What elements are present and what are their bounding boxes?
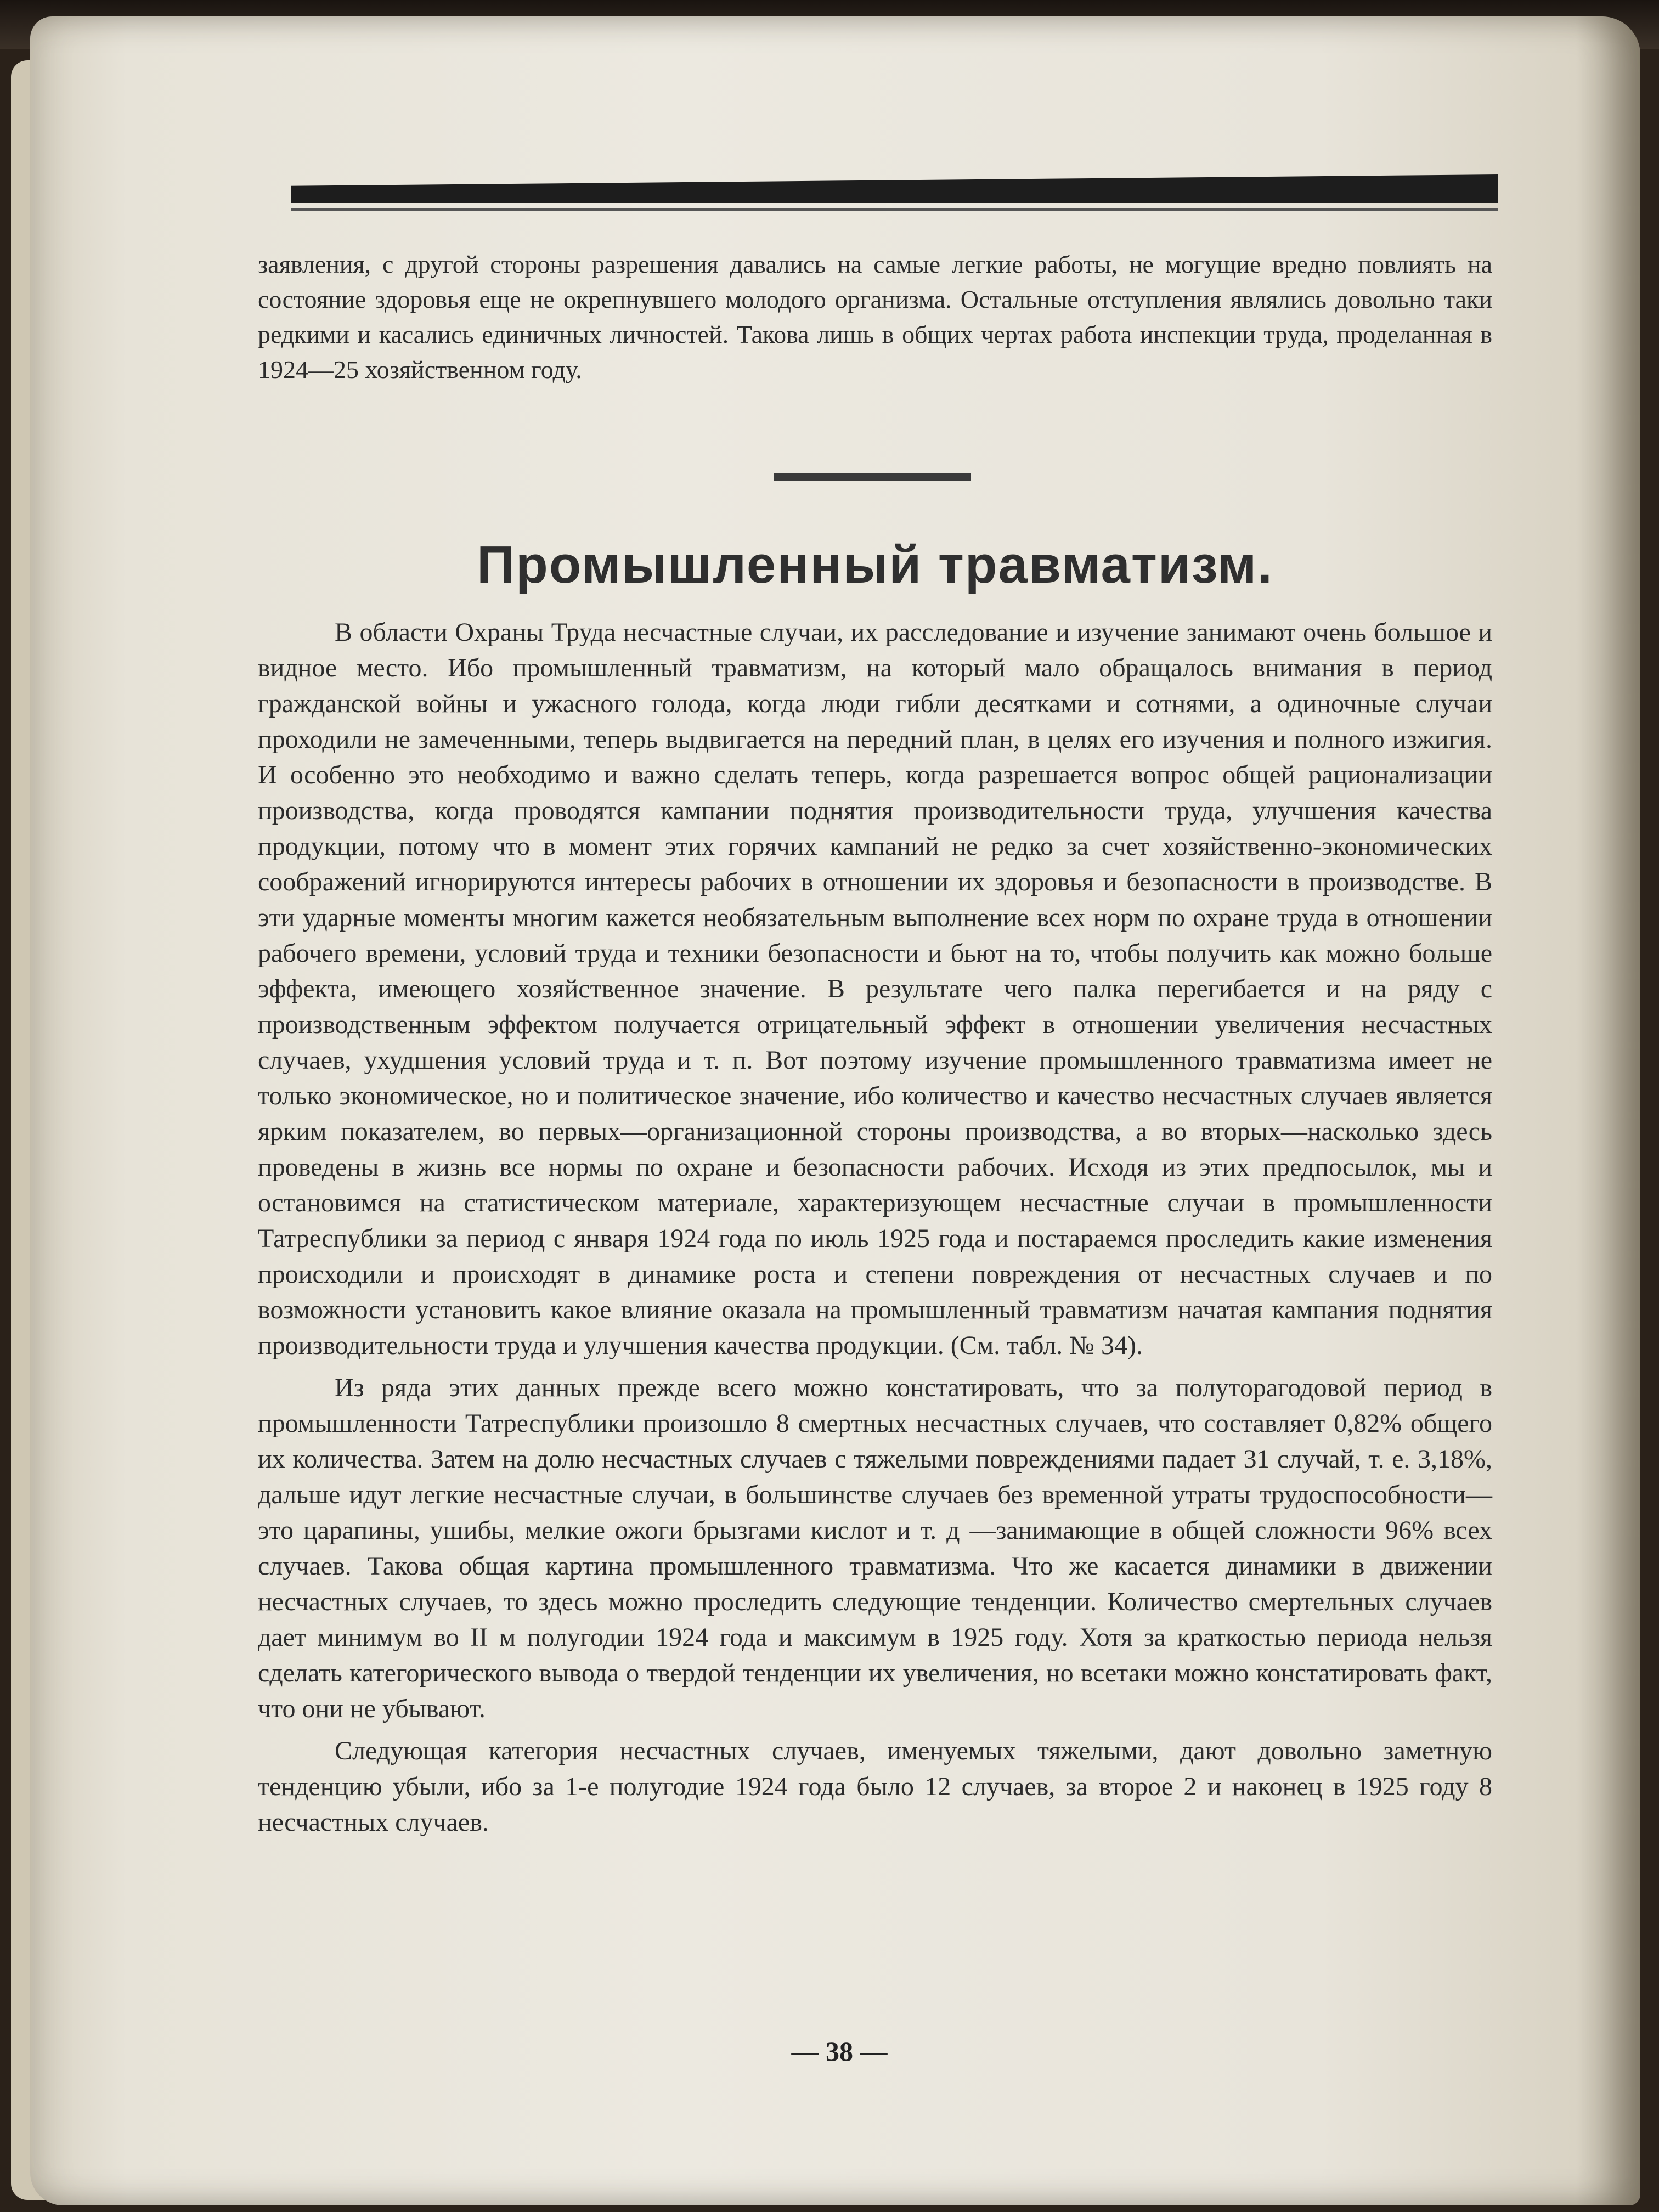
paragraph-3: Следующая категория несчастных случаев, именуемых тяжелыми, дают довольно заметную тенденцию убыли, ибо за 1-е полугодие 1924 года было 12 случаев, за второе 2 и наконец в 1925 году 8 несчастных случаев.: [258, 1736, 1492, 1837]
paragraph-2: Из ряда этих данных прежде всего можно констатировать, что за полуторагодовой период в промышленности Татреспублики произошло 8 смертных несчастных случаев, что составляет 0,82% общего их количества. Затем на долю несчастных случаев с тяжелыми повреждениями падает 31 случай, т. е. 3,18%, дальше идут легкие несчастные случаи, в большинстве случаев без временной утраты трудоспособности—это царапины, ушибы, мелкие ожоги брызгами кислот и т. д —занимающие в общей сложности 96% всех случаев. Такова общая картина промышленного травматизма. Что же касается динамики в движении несчастных случаев, то здесь можно проследить следующие тенденции. Количество смертельных случаев дает минимум во II м полугодии 1924 года и максимум в 1925 году. Хотя за краткостью периода нельзя сделать категорического вывода о твердой тенденции их увеличения, но всетаки можно констатировать факт, что они не убывают.: [258, 1373, 1492, 1723]
page-number: — 38 —: [791, 2036, 888, 2067]
intro-text: заявления, с другой стороны разрешения давались на самые легкие работы, не могущие вредно повлиять на состояние здоровья еще не окрепнувшего молодого организма. Остальные отступления являлись довольно таки редкими и касались единичных личностей. Такова лишь в общих чертах работа инспекции труда, проделанная в 1924—25 хозяйственном году.: [258, 250, 1492, 383]
section-divider: [774, 473, 971, 481]
body-text: [258, 614, 1492, 1847]
header-thin-rule: [291, 208, 1498, 211]
section-title: Промышленный травматизм.: [477, 535, 1273, 594]
paragraph-1: В области Охраны Труда несчастные случаи, их расследование и изучение занимают очень большое и видное место. Ибо промышленный травматизм, на который мало обращалось внимания в период гражданской войны и ужасного голода, когда люди гибли десятками и сотнями, а одиночные случаи проходили не замеченными, теперь выдвигается на передний план, в целях его изучения и полного изжигия. И особенно это необходимо и важно сделать теперь, когда разрешается вопрос общей рационализации производства, когда проводятся кампании поднятия производительности труда, улучшения качества продукции, потому что в момент этих горячих кампаний не редко за счет хозяйственно-экономических соображений игнорируются интересы рабочих в отношении их здоровья и безопасности в производстве. В эти ударные моменты многим кажется необязательным выполнение всех норм по охране труда в отношении рабочего времени, условий труда и техники безопасности и бьют на то, чтобы получить как можно больше эффекта, имеющего хозяйственное значение. В результате чего палка перегибается и на ряду с производственным эффектом получается отрицательный эффект в отношении увеличения несчастных случаев, ухудшения условий труда и т. п. Вот поэтому изучение промышленного травматизма имеет не только экономическое, но и политическое значение, ибо количество и качество несчастных случаев является ярким показателем, во первых—организационной стороны производства, а во вторых—насколько здесь проведены в жизнь все нормы по охране и безопасности рабочих. Исходя из этих предпосылок, мы и остановимся на статистическом материале, характеризующем несчастные случаи в промышленности Татреспублики за период с января 1924 года по июль 1925 года и постараемся проследить какие изменения происходили и происходят в динамике роста и степени повреждения от несчастных случаев и по возможности установить какое влияние оказала на промышленный травматизм начатая кампания поднятия производительности труда и улучшения качества продукции. (См. табл. № 34).: [258, 618, 1492, 1360]
intro-paragraph: [258, 247, 1492, 387]
